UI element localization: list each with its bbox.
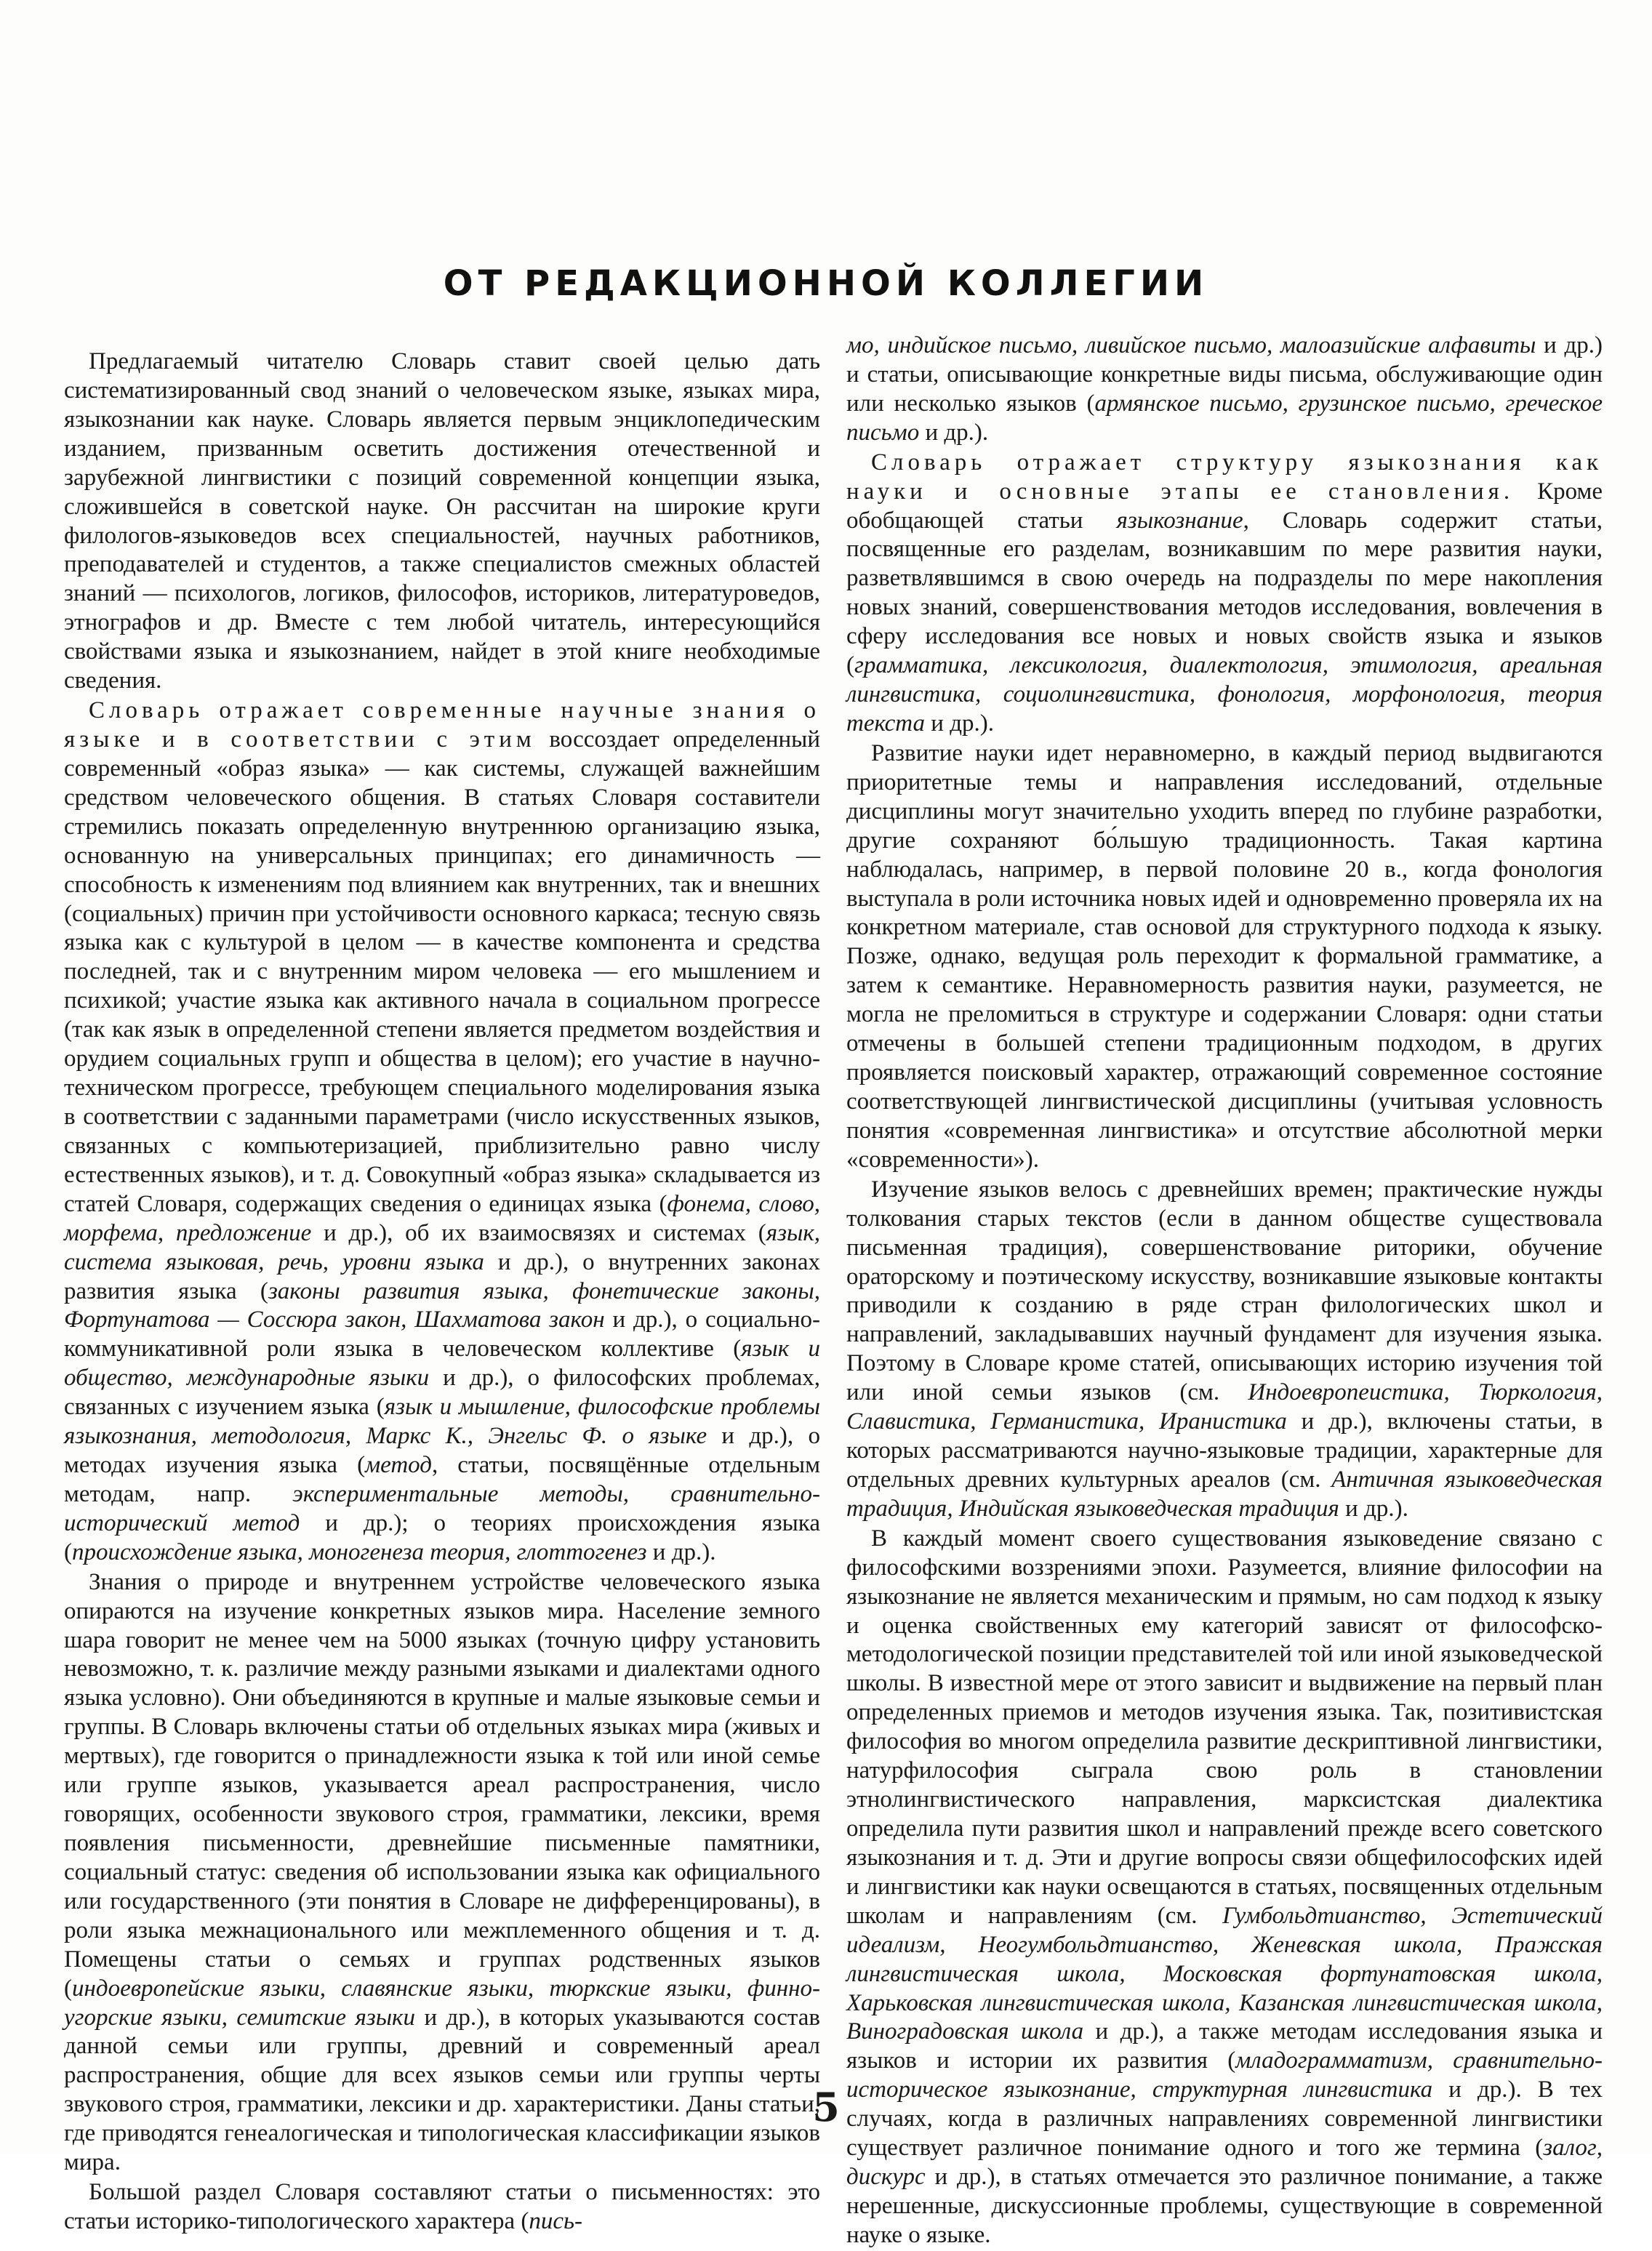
paragraph: Предлагаемый читателю Словарь ставит своей целью дать систематизированный свод знаний о человеческом языке, языках мира, языкознании как науке. Словарь является первым энциклопедическим изданием, призванным осветить достижения отечественной и зарубежной лингвистики с позиций современной концепции языка, сложившейся в советской науке. Он рассчитан на широкие круги филологов-языковедов всех специальностей, научных работников, преподавателей и студентов, а также специалистов смежных областей знаний — психологов, логиков, философов, историков, литературоведов, этнографов и др. Вместе с тем любой читатель, интересующийся свойствами языка и языкознанием, найдет в этой книге необходимые сведения. [64, 348, 820, 694]
text-run: , Словарь содержит статьи, посвященные его разделам, возникавшим по мере развития науки, разветвлявшимся в свою очередь на подразделы по мере накопления новых знаний, совершенствования методов исследования, вовлечения в сферу исследования все новых и новых свойств языка и языков ( [846, 507, 1603, 679]
left-column [64, 348, 820, 2237]
italic-terms: происхождение языка, моногенеза теория, глоттогенез [72, 1538, 647, 1565]
text-run: и др.). [925, 710, 994, 737]
text-run: В каждый момент своего существования языковедение связано с философскими воззрениями эпохи. Разумеется, влияние философии на языкознание не является механическим и прямым, но сам подход к языку и оценка свойственных ему категорий зависят от философско-методологической позиции представителей той или иной языковедческой школы. В известной мере от этого зависит и выдвижение на первый план определенных приемов и методов изучения языка. Так, позитивистская философия во многом определила развитие дескриптивной лингвистики, натурфилософия сыграла свою роль в становлении этнолингвистического направления, марксистская диалектика определила пути развития школ и направлений прежде всего советского языкознания и т. д. Эти и другие вопросы связи общефилософских идей и лингвистики как науки освещаются в статьях, посвященных отдельным школам и направлениям (см. [846, 1525, 1603, 1929]
text-run: и др.). В тех случаях, когда в различных направлениях современной лингвистики существует различное понимание одного и того же термина ( [846, 2077, 1603, 2162]
text-run: и др.). [919, 419, 989, 446]
italic-terms: Гумбольдтианство, Эстетический идеализм, Неогумбольдтианство, Женевская школа, Пражская лингвистическая школа, Московская фортунатовская школа, Харьковская лингвистическая школа, Казанская лингвистическая школа, Виноградовская школа [846, 1902, 1603, 2045]
paragraph [846, 332, 1603, 448]
italic-terms: пись- [529, 2208, 583, 2234]
italic-terms: армянское письмо, грузинское письмо, греческое письмо [846, 390, 1603, 446]
text-run: Изучение языков велось с древнейших времен; практические нужды толкования старых текстов (если в данном обществе существовала письменная традиция), совершенствование риторики, обучение ораторскому и поэтическому искусству, возникавшие языковые контакты приводили к созданию в ряде стран филологических школ и направлений, закладывавших научный фундамент для изучения языка. Поэтому в Словаре кроме статей, описывающих историю изучения той или иной семьи языков (см. [846, 1176, 1603, 1406]
paragraph: Развитие науки идет неравномерно, в каждый период выдвигаются приоритетные темы и направления исследований, отдельные дисциплины могут значительно уходить вперед по глубине разработки, другие сохраняют бо́льшую традиционность. Такая картина наблюдалась, например, в первой половине 20 в., когда фонология выступала в роли источника новых идей и одновременно проверяла их на конкретном материале, став основой для структурного подхода к языку. Позже, однако, ведущая роль переходит к формальной грамматике, а затем к семантике. Неравномерность развития науки, разумеется, не могла не преломиться в структуре и содержании Словаря: одни статьи отмечены в большей степени традиционным подходом, в других проявляется поисковый характер, отражающий современное состояние соответствующей лингвистической дисциплины (учитывая условность понятия «современная лингвистика» и отсутствие абсолютной мерки «современности»). [846, 739, 1603, 1173]
text-run: и др.) и статьи, описывающие конкретные виды письма, обслуживающие один или несколько языков ( [846, 332, 1603, 417]
text-run: Кроме обобщающей статьи [846, 478, 1603, 534]
text-run: , статьи, посвящённые отдельным методам, напр. [64, 1452, 820, 1507]
text-run: воссоздает определенный современный «образ языка» — как системы, служащей важнейшим средством человеческого общения. В статьях Словаря составители стремились показать определенную внутреннюю организацию языка, основанную на универсальных принципах; его динамичность — способность к изменениям под влиянием как внутренних, так и внешних (социальных) причин при устойчивости основного каркаса; тесную связь языка как с культурой в целом — в качестве компонента и средства последней, так и с внутренним миром человека — его мышлением и психикой; участие языка как активного начала в социальном прогрессе (так как язык в определенной степени является предметом воздействия и орудием социальных групп и общества в целом); его участие в научно-техническом прогрессе, требующем специального моделирования языка в соответствии с заданными параметрами (число искусственных языков, связанных с компьютеризацией, приблизительно равно числу естественных языков), и т. д. Совокупный «образ языка» складывается из статей Словаря, содержащих сведения о единицах языка ( [64, 726, 820, 1217]
italic-terms: грамматика, лексикология, диалектология, этимология, ареальная лингвистика, социолингвистика, фонология, морфонология, теория текста [846, 652, 1603, 737]
text-run: и др.). [646, 1538, 716, 1565]
italic-terms: фонема, слово, морфема, предложение [64, 1190, 820, 1246]
text-run: и др.), а также методам исследования языка и языков и истории их развития ( [846, 2018, 1603, 2074]
paragraph [64, 697, 820, 1568]
text-run: и др.); о теориях происхождения языка ( [64, 1509, 820, 1565]
right-column [846, 332, 1603, 2251]
page-number: 5 [812, 2084, 840, 2130]
spaced-lead: Словарь отражает современные научные знания о языке и в соответствии с этим [64, 697, 820, 753]
text-run: Знания о природе и внутреннем устройстве человеческого языка опираются на изучение конкретных языков мира. Население земного шара говорит не менее чем на 5000 языках (точную цифру установить невозможно, т. к. различие между разными языками и диалектами одного языка условно). Они объединяются в крупные и малые языковые семьи и группы. В Словарь включены статьи об отдельных языках мира (живых и мертвых), где говорится о принадлежности языка к той или иной семье или группе языков, указывается ареал распространения, число говорящих, особенности звукового строя, грамматики, лексики, время появления письменности, древнейшие письменные памятники, социальный статус: сведения об использовании языка как официального или государственного (эти понятия в Словаре не дифференцированы), в роли языка межнационального или межплеменного общения и т. д. Помещены статьи о семьях и группах родственных языков ( [64, 1568, 820, 2002]
text-run: и др.), в которых указываются состав данной семьи или группы, древний и современный ареал распространения, общие для всех языков семьи или группы черты звукового строя, грамматики, лексики и др. характеристики. Даны статьи, где приводятся генеалогическая и типологическая классификации языков мира. [64, 2004, 820, 2176]
paragraph [846, 449, 1603, 739]
spaced-lead: Словарь отражает структуру языкознания как науки и основные этапы ее становления. [846, 449, 1603, 505]
text-run: и др.), в статьях отмечается это различное понимание, а также нерешенные, дискуссионные проблемы, существующие в современной науке о языке. [846, 2164, 1603, 2248]
page-title: ОТ РЕДАКЦИОННОЙ КОЛЛЕГИИ [443, 263, 1209, 304]
italic-terms: язык, система языковая, речь, уровни языка [64, 1219, 820, 1275]
paragraph [846, 1525, 1603, 2250]
italic-terms: младограмматизм, сравнительно-историческое языкознание, структурная лингвистика [846, 2047, 1603, 2103]
text-run: и др.). [1339, 1495, 1408, 1522]
italic-terms: Индоевропеистика, Тюркология, Славистика, Германистика, Иранистика [846, 1379, 1603, 1435]
text-run: и др.), о внутренних законах развития языка ( [64, 1248, 820, 1304]
text-run: и др.), об их взаимосвязях и системах ( [311, 1219, 766, 1246]
text-run: и др.), о философских проблемах, связанных с изучением языка ( [64, 1365, 820, 1421]
paragraph [846, 1176, 1603, 1524]
text-run: и др.), включены статьи, в которых рассматриваются научно-языковые традиции, характерные для отдельных древних культурных ареалов (см. [846, 1408, 1603, 1493]
italic-terms: метод [365, 1452, 432, 1479]
paragraph [64, 2178, 820, 2236]
italic-terms: язык и общество, международные языки [64, 1336, 820, 1392]
text-run: Большой раздел Словаря составляют статьи о письменностях: это статьи историко-типологического характера ( [64, 2179, 820, 2234]
italic-terms: экспериментальные методы, сравнительно-исторический метод [64, 1480, 821, 1536]
italic-terms: языкознание [1116, 507, 1243, 534]
italic-terms: законы развития языка, фонетические законы, Фортунатова — Соссюра закон, Шахматова закон [64, 1277, 820, 1333]
italic-terms: мо, индийское письмо, ливийское письмо, малоазийские алфавиты [846, 332, 1536, 358]
italic-terms: Античная языковедческая традиция, Индийская языковедческая традиция [846, 1466, 1603, 1522]
text-run: и др.), о социально-коммуникативной роли языка в человеческом коллективе ( [64, 1307, 821, 1363]
italic-terms: залог, дискурс [846, 2135, 1603, 2191]
italic-terms: язык и мышление, философские проблемы языкознания, методология, Маркс К., Энгельс Ф. о языке [64, 1394, 821, 1450]
text-run: и др.), о методах изучения языка ( [64, 1423, 820, 1479]
italic-terms: индоевропейские языки, славянские языки, тюркские языки, финно-угорские языки, семитские языки [64, 1975, 820, 2031]
